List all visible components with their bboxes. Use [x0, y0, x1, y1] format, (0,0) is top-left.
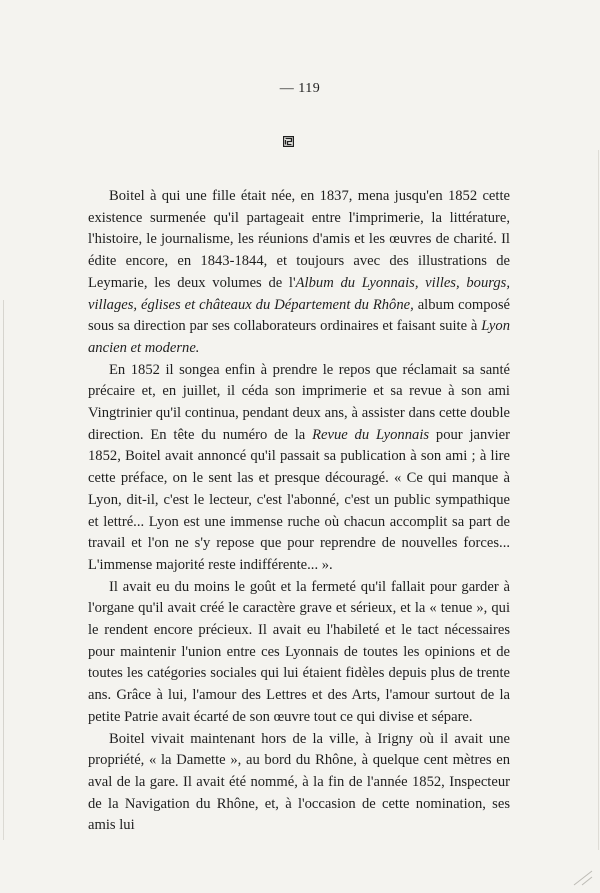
italic-title: Album du Lyonnais, villes, bourgs, villages, églises et châteaux du Département du Rhône,	[88, 274, 510, 313]
text-run: Boitel vivait maintenant hors de la ville, à Irigny où il avait une propriété, « la Damette », au bord du Rhône, à quelque cent mètres en aval de la gare. Il avait été nommé, à la fin de l'année 1852, Inspecteur de la Navigation du Rhône, et, à l'occasion de cette nomination, ses amis lui	[88, 730, 510, 834]
section-ornament-icon	[283, 136, 294, 147]
paragraph-3	[88, 577, 510, 729]
text-run: Il avait eu du moins le goût et la fermeté qu'il fallait pour garder à l'organe qu'il avait créé le caractère grave et sérieux, et la « tenue », qui le rendent encore précieux. Il avait eu l'habileté et le tact nécessaires pour maintenir l'union entre ces Lyonnais de toutes les opinions et de toutes les catégories sociales qui lui étaient fidèles depuis plus de trente ans. Grâce à lui, l'amour des Lettres et des Arts, l'amour surtout de la petite Patrie avait écarté de son œuvre tout ce qui divise et sépare.	[88, 578, 510, 725]
text-run: album composé sous sa direction par ses collaborateurs ordinaires et faisant suite à	[88, 296, 510, 335]
text-run: En 1852 il songea enfin à prendre le repos que réclamait sa santé précaire et, en juillet, il céda son imprimerie et sa revue à son ami Vingtrinier qu'il continua, pendant deux ans, à assister dans cette double direction. En tête du numéro de la	[88, 361, 510, 443]
page-number: — 119	[279, 81, 321, 96]
paragraph-1	[88, 186, 510, 360]
italic-title: Lyon ancien et moderne.	[88, 318, 510, 356]
page-corner-curl-icon	[572, 865, 594, 887]
text-run: pour janvier 1852, Boitel avait annoncé qu'il passait sa publication à son ami ; à lire cette préface, on le sent las et presque découragé. « Ce qui manque à Lyon, dit-il, c'est le lecteur, c'est l'abonné, c'est un public sympathique et lettré... Lyon est une immense ruche où chacun accomplit sa part de travail et l'on ne s'y repose que pour reprendre de nouvelles forces... L'immense majorité reste indifférente... ».	[88, 426, 510, 573]
paragraph-4	[88, 729, 510, 838]
italic-title: Revue du Lyonnais	[312, 426, 430, 443]
text-run: Boitel à qui une fille était née, en 1837, mena jusqu'en 1852 cette existence surmenée qu'il partageait entre l'imprimerie, la littérature, l'histoire, le journalisme, les réunions d'amis et les œuvres de charité. Il édite encore, en 1843-1844, et toujours avec des illustrations de Leymarie, les deux volumes de l'	[88, 188, 510, 291]
body-text	[88, 186, 510, 837]
paragraph-2	[88, 360, 510, 577]
scan-edge-left	[3, 300, 4, 840]
scan-edge-right	[598, 150, 599, 850]
